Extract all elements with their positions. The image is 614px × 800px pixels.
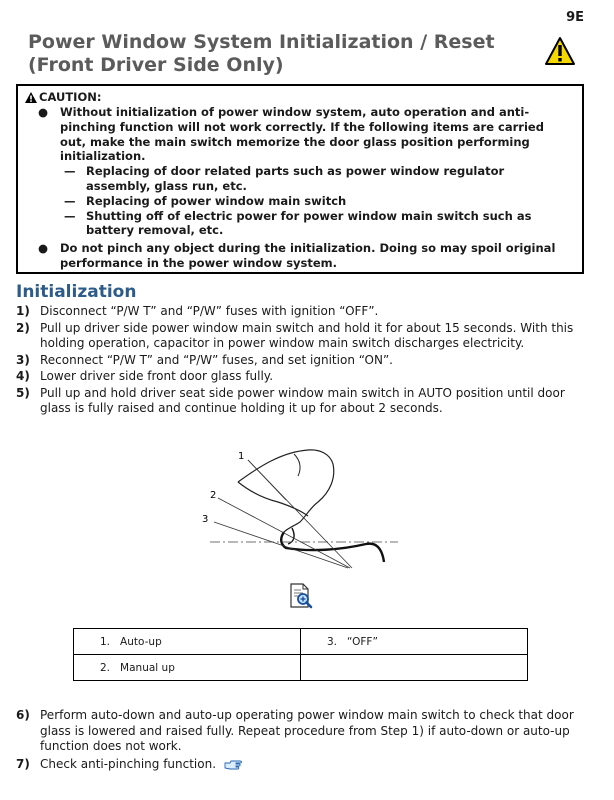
step-text: function does not work. [40, 739, 182, 753]
text-line: pinching function will not work correctly. If the following items are carried [60, 119, 544, 134]
text-line: initialization. [60, 149, 146, 164]
step-text: holding operation, capacitor in power window main switch discharges electricity. [40, 336, 525, 350]
title-line-2: (Front Driver Side Only) [28, 54, 284, 76]
step-number: 3) [16, 352, 30, 367]
steps-list [16, 304, 586, 418]
bullet-dot: ● [38, 105, 49, 119]
legend-row [74, 655, 528, 681]
warning-triangle-icon [544, 36, 576, 66]
switch-operation-figure [190, 444, 420, 579]
step-text: Pull up and hold driver seat side power window main switch in AUTO position until door [40, 385, 565, 400]
legend-row [74, 629, 528, 655]
pointing-hand-icon[interactable] [224, 759, 244, 770]
step-text: Pull up driver side power window main switch and hold it for about 15 seconds. With this [40, 320, 574, 335]
callout-2: 2 [210, 490, 217, 501]
legend-table [73, 628, 528, 681]
text-line: Do not pinch any object during the initialization. Doing so may spoil original [60, 241, 556, 256]
caution-sub-item-2 [29, 194, 576, 209]
sub-dash: — [64, 164, 76, 179]
step-number: 1) [16, 304, 30, 318]
bullet-dot: ● [38, 241, 49, 256]
caution-label: CAUTION: [39, 90, 102, 104]
step-number: 2) [16, 320, 30, 335]
step-text: Check anti-pinching function. [40, 756, 217, 771]
caution-bullet-1 [24, 105, 576, 164]
step-7 [16, 757, 586, 773]
sub-dash: — [64, 193, 76, 208]
legend-cell: 1. Auto-up [74, 629, 301, 655]
step-5 [16, 386, 586, 417]
step-number: 6) [16, 708, 30, 722]
step-1 [16, 304, 586, 320]
step-number: 5) [16, 385, 30, 400]
legend-cell: 3. “OFF” [301, 629, 528, 655]
caution-sub-item-1 [29, 164, 576, 194]
legend-cell [301, 655, 528, 681]
step-text: Lower driver side front door glass fully. [40, 369, 274, 383]
text-line: Replacing of door related parts such as power window regulator [86, 164, 505, 179]
text-line: Replacing of power window main switch [86, 193, 347, 208]
step-number: 7) [16, 756, 30, 771]
text-line: Without initialization of power window system, auto operation and anti- [60, 105, 530, 119]
magnify-document-icon[interactable] [288, 582, 314, 610]
step-text: Perform auto-down and auto-up operating power window main switch to check that door [40, 708, 574, 722]
sub-dash: — [64, 208, 76, 223]
step-number: 4) [16, 369, 30, 383]
text-line: battery removal, etc. [86, 223, 224, 238]
step-6 [16, 708, 586, 755]
caution-sub-item-3 [29, 209, 576, 239]
text-line: out, make the main switch memorize the door glass position performing [60, 134, 530, 149]
title-line-1: Power Window System Initialization / Reset [28, 31, 495, 53]
step-3 [16, 353, 586, 369]
text-line: assembly, glass run, etc. [86, 178, 247, 193]
callout-1: 1 [238, 451, 245, 462]
section-title: Initialization [16, 282, 137, 302]
page-id: 9E [566, 10, 584, 25]
callout-3: 3 [202, 514, 209, 525]
caution-box [16, 84, 584, 274]
page-title [28, 31, 528, 77]
steps-list-continued [16, 708, 586, 773]
step-4 [16, 369, 586, 385]
caution-bullet-2 [24, 241, 576, 271]
step-2 [16, 321, 586, 352]
step-text: glass is fully raised and continue holding it up for about 2 seconds. [40, 401, 443, 415]
legend-cell: 2. Manual up [74, 655, 301, 681]
text-line: performance in the power window system. [60, 255, 338, 270]
caution-header [24, 90, 576, 105]
step-text: Reconnect “P/W T” and “P/W” fuses, and set ignition “ON”. [40, 352, 393, 367]
caution-warning-icon [24, 91, 38, 104]
text-line: Shutting off of electric power for power window main switch such as [86, 208, 532, 223]
step-text: glass is lowered and raised fully. Repeat procedure from Step 1) if auto-down or auto-up [40, 723, 570, 738]
step-text: Disconnect “P/W T” and “P/W” fuses with ignition “OFF”. [40, 304, 379, 318]
